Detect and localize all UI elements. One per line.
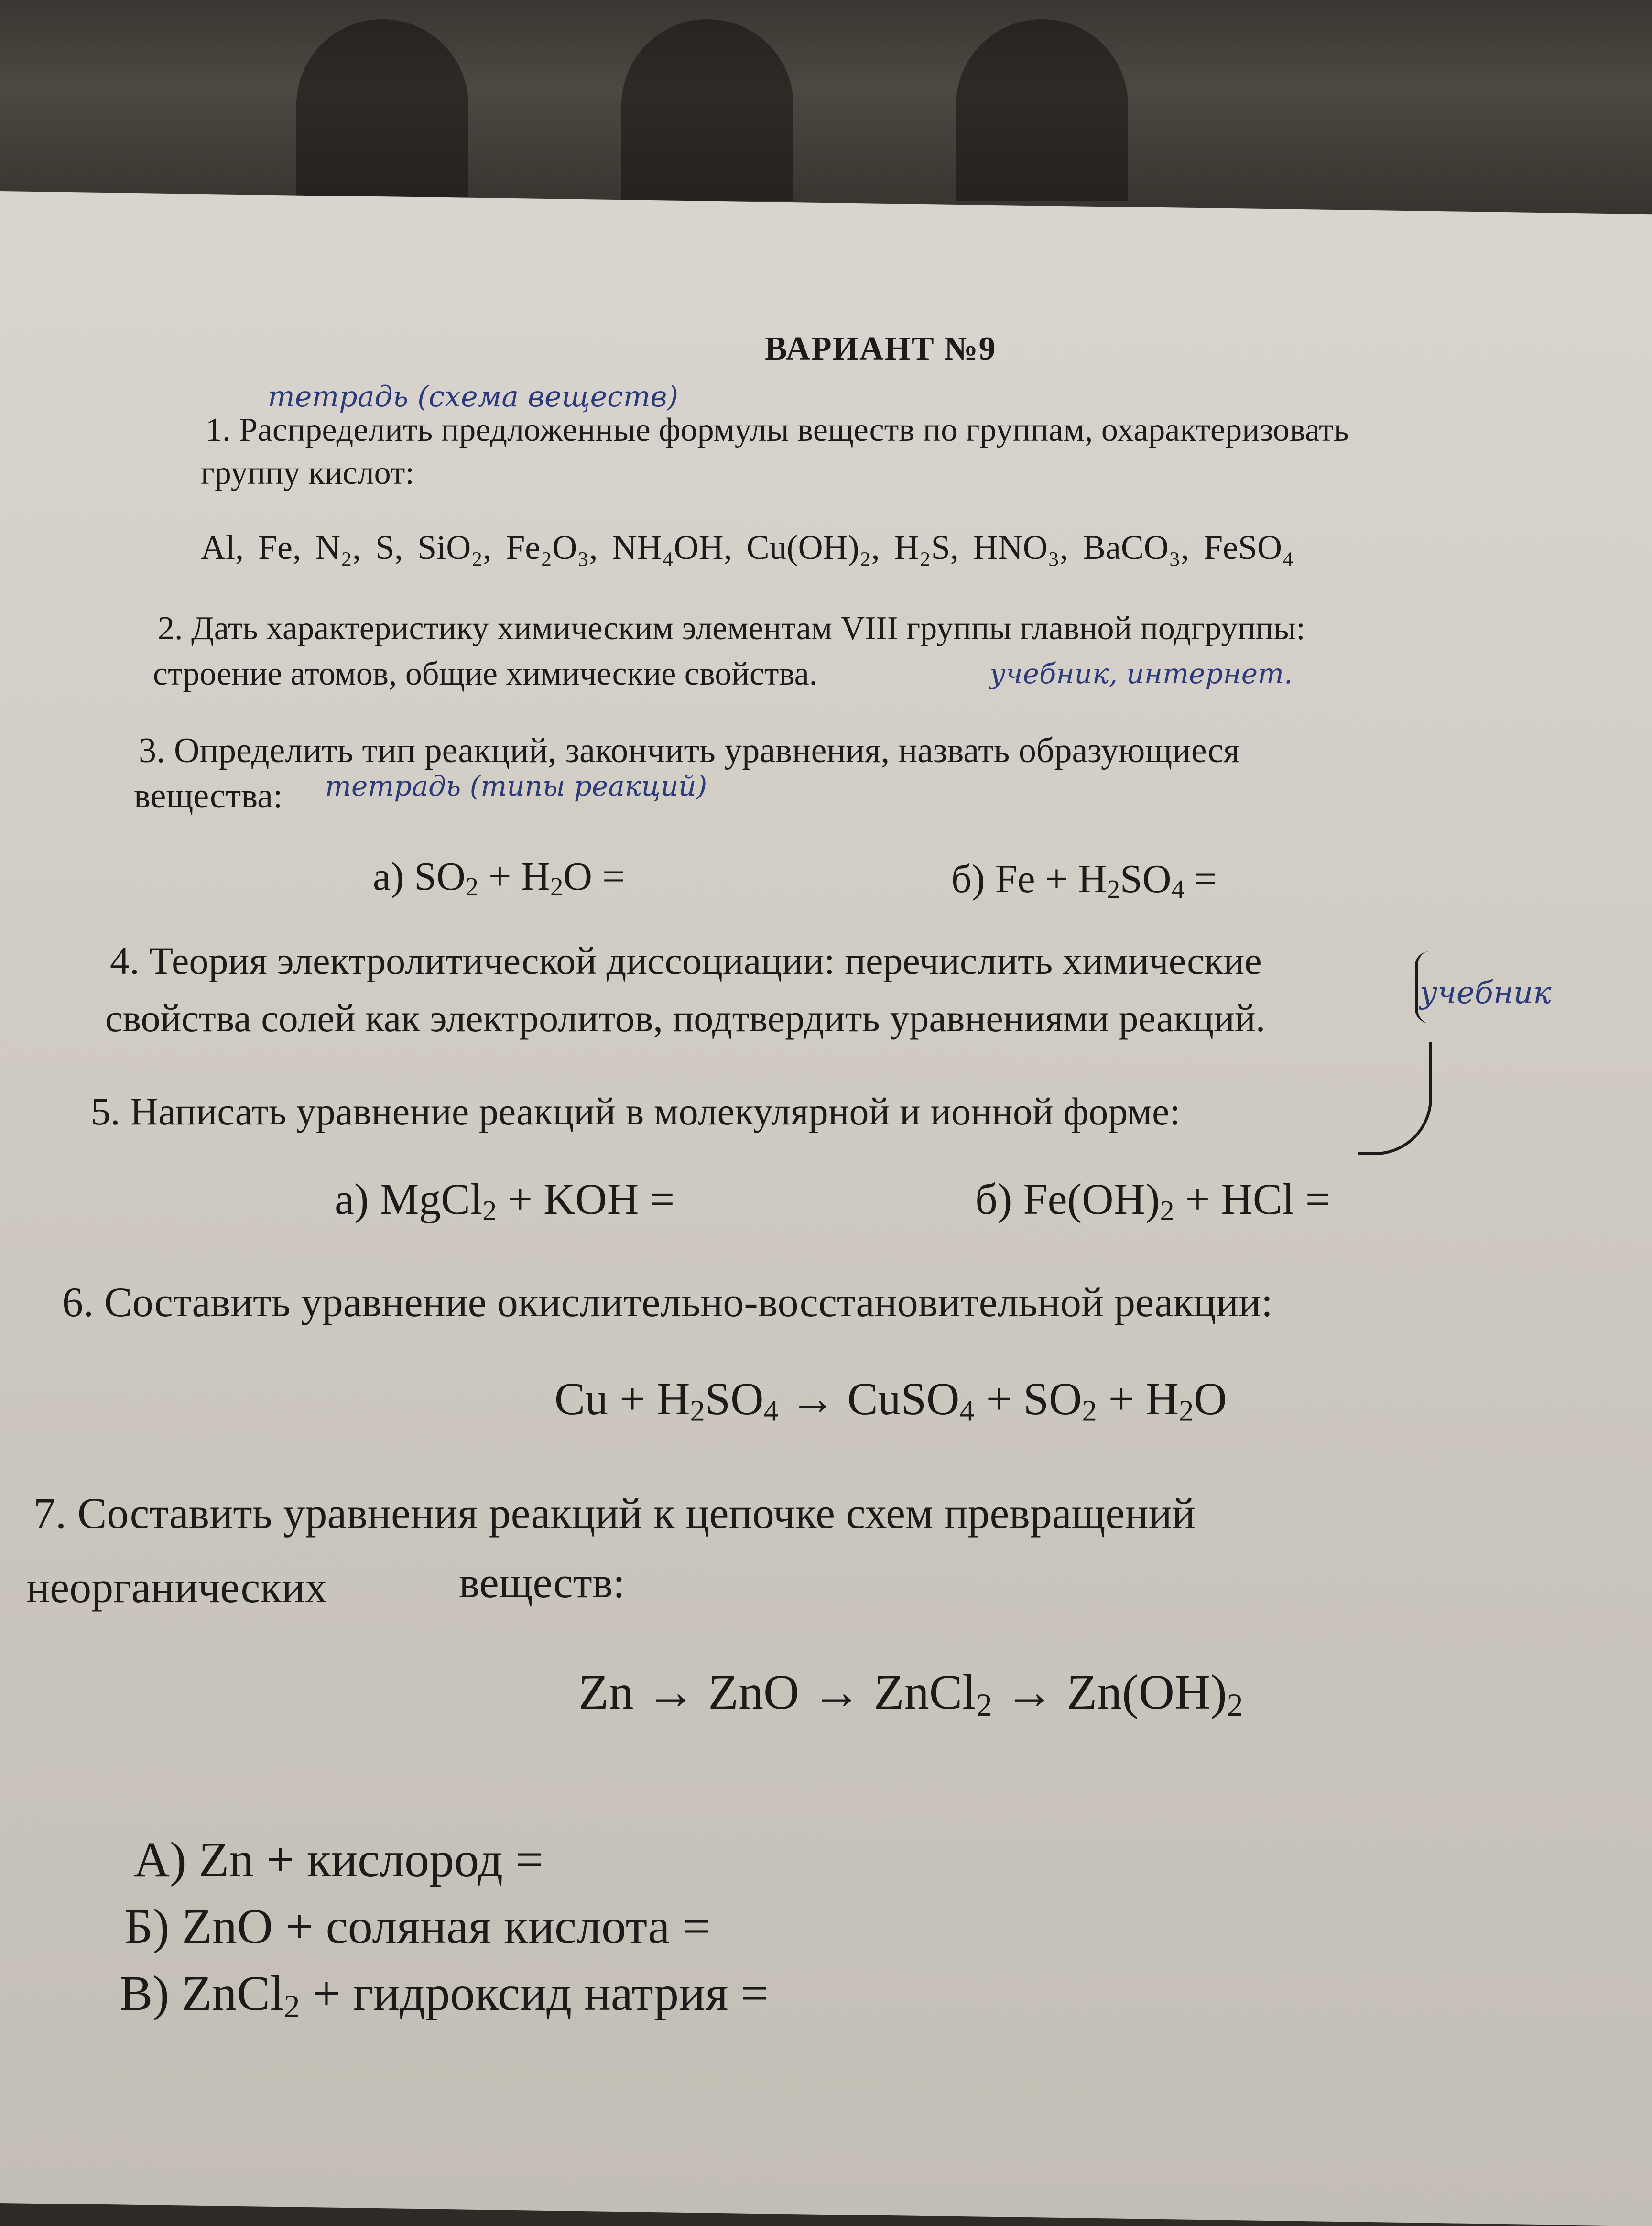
question-7-line-2a: неорганических	[26, 1563, 327, 1612]
question-6-equation: $Cu + H_2SO_4$ → CuSO$_4$ + $SO_2 + H_2O$	[554, 1373, 1227, 1428]
page-title: ВАРИАНТ №9	[765, 330, 997, 367]
question-7-item-c: В) ZnCl$_2$ + гидроксид натрия =	[120, 1966, 769, 2024]
question-3-equation-b: б) $Fe + H_2SO_4$ =	[951, 857, 1217, 904]
question-4-line-1: 4. Теория электролитической диссоциации: перечислить химические	[110, 939, 1262, 982]
handwritten-note-q4: учебник	[1420, 975, 1552, 1011]
handwritten-note-q3: тетрадь (типы реакций)	[325, 770, 707, 802]
question-4-line-2: свойства солей как электролитов, подтвердить уравнениями реакций.	[105, 996, 1266, 1040]
question-3-equation-a: а) $SO_2 + H_2O$ =	[373, 854, 625, 901]
question-7-item-a: А) Zn + кислород =	[134, 1832, 543, 1887]
handwritten-arrow	[1358, 1042, 1432, 1155]
handwritten-brace	[1415, 951, 1432, 1023]
question-5-line-1: 5. Написать уравнение реакций в молекулярной и ионной форме:	[91, 1090, 1181, 1133]
handwritten-note-q2: учебник, интернет.	[989, 657, 1293, 690]
handwritten-note-q1: тетрадь (схема веществ)	[268, 380, 679, 414]
question-7-chain: Zn → ZnO → ZnCl$_2$ → $Zn(OH)_2$	[578, 1665, 1243, 1723]
question-1-line-2: группу кислот:	[201, 455, 414, 491]
question-1-line-1: 1. Распределить предложенные формулы веществ по группам, охарактеризовать	[206, 412, 1349, 448]
question-3-line-2: вещества:	[134, 776, 283, 816]
question-7-line-1: 7. Составить уравнения реакций к цепочке схем превращений	[33, 1489, 1196, 1538]
question-6-line-1: 6. Составить уравнение окислительно-восстановительной реакции:	[62, 1279, 1273, 1326]
question-2-line-2: строение атомов, общие химические свойства.	[153, 655, 818, 692]
question-1-formulas: Al, Fe, N₂, S, SiO₂, Fe₂O₃, NH₄OH, Cu(OH)₂, H₂S, HNO₃, BaCO₃, FeSO₄	[201, 528, 1294, 567]
question-5-equation-a: а) MgCl$_2$ + KOH =	[335, 1175, 675, 1227]
question-7-line-2b: веществ:	[459, 1558, 625, 1607]
question-2-line-1: 2. Дать характеристику химическим элементам VIII группы главной подгруппы:	[158, 610, 1305, 647]
question-5-equation-b: б) $Fe(OH)_2$ + HCl =	[975, 1175, 1330, 1227]
question-7-item-b: Б) ZnO + соляная кислота =	[124, 1899, 711, 1954]
question-3-line-1: 3. Определить тип реакций, закончить уравнения, назвать образующиеся	[139, 731, 1240, 770]
